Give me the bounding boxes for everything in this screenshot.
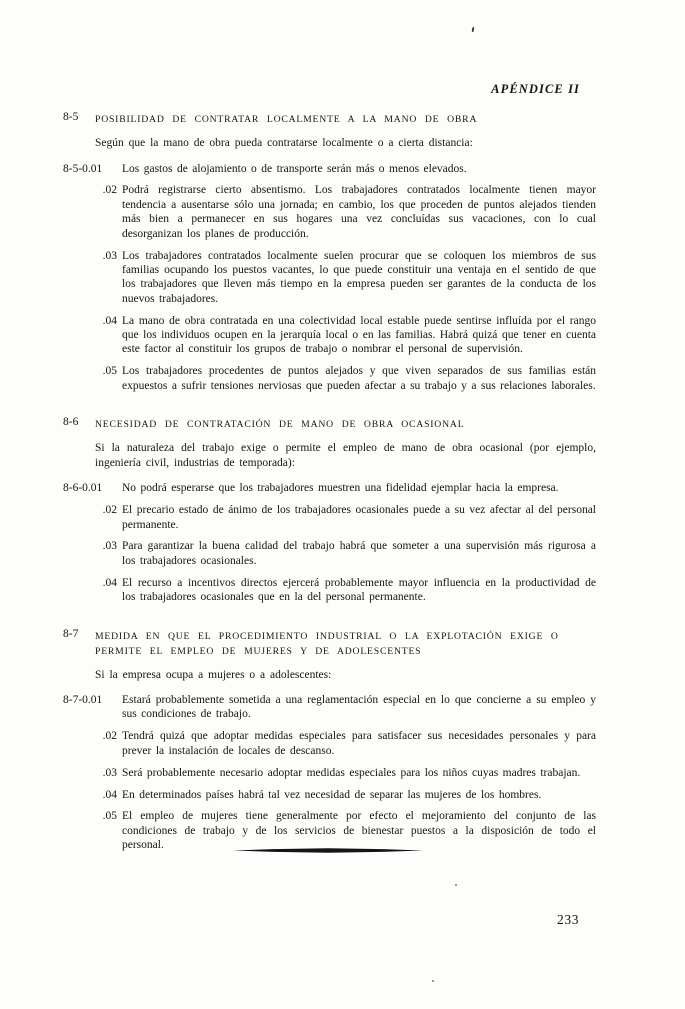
section-intro: Si la empresa ocupa a mujeres o a adolescentes: [95, 668, 332, 681]
clause-item [63, 539, 596, 568]
section-8-5 [63, 111, 596, 393]
clause-number: .04 [102, 314, 117, 327]
clause-item [63, 576, 596, 605]
clause-text: Los trabajadores contratados localmente suelen procurar que se coloquen los miembros de sus familias ocupando los puestos vacantes, lo que puede constituir una ventaja en el sentido de que los trabajadores que lleven más tiempo en la empresa pueden ser garantes de la conducta de los nuevos trabajadores. [122, 249, 596, 305]
clause-item [63, 249, 596, 307]
clause-item [63, 788, 596, 802]
clause-item [63, 364, 596, 393]
scan-speck [472, 27, 475, 32]
clause-number: .02 [102, 504, 117, 517]
section-8-7 [63, 628, 596, 853]
clause-number: 8-6-0.01 [63, 482, 103, 495]
clause-item [63, 729, 596, 758]
clause-text: En determinados países habrá tal vez necesidad de separar las mujeres de los hombres. [122, 788, 542, 801]
clause-item [63, 162, 596, 176]
clause-text: Para garantizar la buena calidad del trabajo habrá que someter a una supervisión más rigurosa a los trabajadores ocasionales. [122, 540, 596, 567]
clause-text: Los trabajadores procedentes de puntos alejados y que viven separados de sus familias están expuestos a sufrir tensiones nerviosas que pueden afectar a su trabajo y a sus relaciones laborales. [122, 365, 596, 392]
clause-list [63, 162, 596, 394]
page-number: 233 [557, 912, 580, 927]
section-heading [63, 628, 596, 659]
end-rule-shape [233, 848, 423, 853]
scan-speck [455, 884, 457, 886]
section-number: 8-5 [63, 111, 79, 123]
clause-text: El precario estado de ánimo de los trabajadores ocasionales puede a su vez afectar al del personal permanente. [122, 504, 596, 531]
clause-text: Estará probablemente sometida a una reglamentación especial en lo que concierne a su empleo y sus condiciones de trabajo. [122, 694, 596, 721]
clause-text: El empleo de mujeres tiene generalmente por efecto el mejoramiento del conjunto de las condiciones de trabajo y de los servicios de bienestar puestos a la disposición de todo el personal. [122, 810, 596, 852]
clause-number: 8-5-0.01 [63, 162, 103, 175]
clause-list [63, 481, 596, 604]
clause-item [63, 314, 596, 357]
clause-item [63, 766, 596, 780]
clause-number: .02 [102, 730, 117, 743]
section-intro: Si la naturaleza del trabajo exige o permite el empleo de mano de obra ocasional (por ejemplo, ingeniería civil, industrias de temporada): [95, 442, 596, 469]
clause-number: .05 [102, 810, 117, 823]
section-number: 8-7 [63, 627, 79, 640]
clause-text: Podrá registrarse cierto absentismo. Los trabajadores contratados localmente tienen mayor tendencia a ausentarse sólo una jornada; en cambio, los que proceden de puntos alejados tienden más bien a permanecer en sus hogares una vez concluídas sus vacaciones, con lo cual desorganizan los planes de producción. [122, 184, 596, 240]
clause-text: Será probablemente necesario adoptar medidas especiales para los niños cuyas madres trabajan. [122, 766, 581, 779]
clause-text: No podrá esperarse que los trabajadores muestren una fidelidad ejemplar hacia la empresa. [122, 482, 559, 495]
clause-text: El recurso a incentivos directos ejercerá probablemente mayor influencia en la productividad de los trabajadores ocasionales que en la del personal permanente. [122, 576, 596, 604]
clause-number: .03 [102, 540, 117, 553]
running-header [63, 83, 580, 96]
clause-number: .04 [102, 576, 117, 589]
section-intro: Según que la mano de obra pueda contratarse localmente o a cierta distancia: [95, 137, 473, 149]
clause-text: La mano de obra contratada en una colectividad local estable puede sentirse influída por el rango que los individuos ocupen en la jerarquía local o en las familias. Habrá quizá que tener en cuenta este factor al constituir los grupos de trabajo o nombrar el personal de supervisión. [122, 314, 596, 356]
section-heading [63, 416, 596, 432]
clause-text: Los gastos de alojamiento o de transporte serán más o menos elevados. [122, 162, 467, 175]
section-8-6 [63, 416, 596, 604]
clause-item [63, 693, 596, 722]
clause-number: .05 [102, 365, 117, 378]
clause-number: .03 [102, 249, 117, 262]
appendix-title: APÉNDICE II [491, 82, 580, 96]
clause-item [63, 809, 596, 852]
section-number: 8-6 [63, 416, 79, 429]
section-title: NECESIDAD DE CONTRATACIÓN DE MANO DE OBRA OCASIONAL [95, 419, 465, 431]
clause-number: 8-7-0.01 [63, 694, 103, 707]
clause-item [63, 183, 596, 241]
scan-speck [432, 980, 434, 982]
clause-text: Tendrá quizá que adoptar medidas especiales para satisfacer sus necesidades personales y para prever la instalación de locales de descanso. [122, 730, 596, 757]
end-rule [233, 848, 423, 853]
clause-item [63, 481, 596, 495]
section-heading [63, 111, 596, 127]
section-title: POSIBILIDAD DE CONTRATAR LOCALMENTE A LA MANO DE OBRA [95, 114, 478, 125]
section-title: MEDIDA EN QUE EL PROCEDIMIENTO INDUSTRIAL O LA EXPLOTACIÓN EXIGE O PERMITE EL EMPLEO DE MUJERES Y DE ADOLESCENTES [95, 630, 559, 657]
clause-item [63, 503, 596, 532]
clause-number: .04 [102, 788, 117, 801]
clause-number: .02 [102, 184, 117, 197]
clause-list [63, 693, 596, 853]
clause-number: .03 [102, 766, 117, 779]
